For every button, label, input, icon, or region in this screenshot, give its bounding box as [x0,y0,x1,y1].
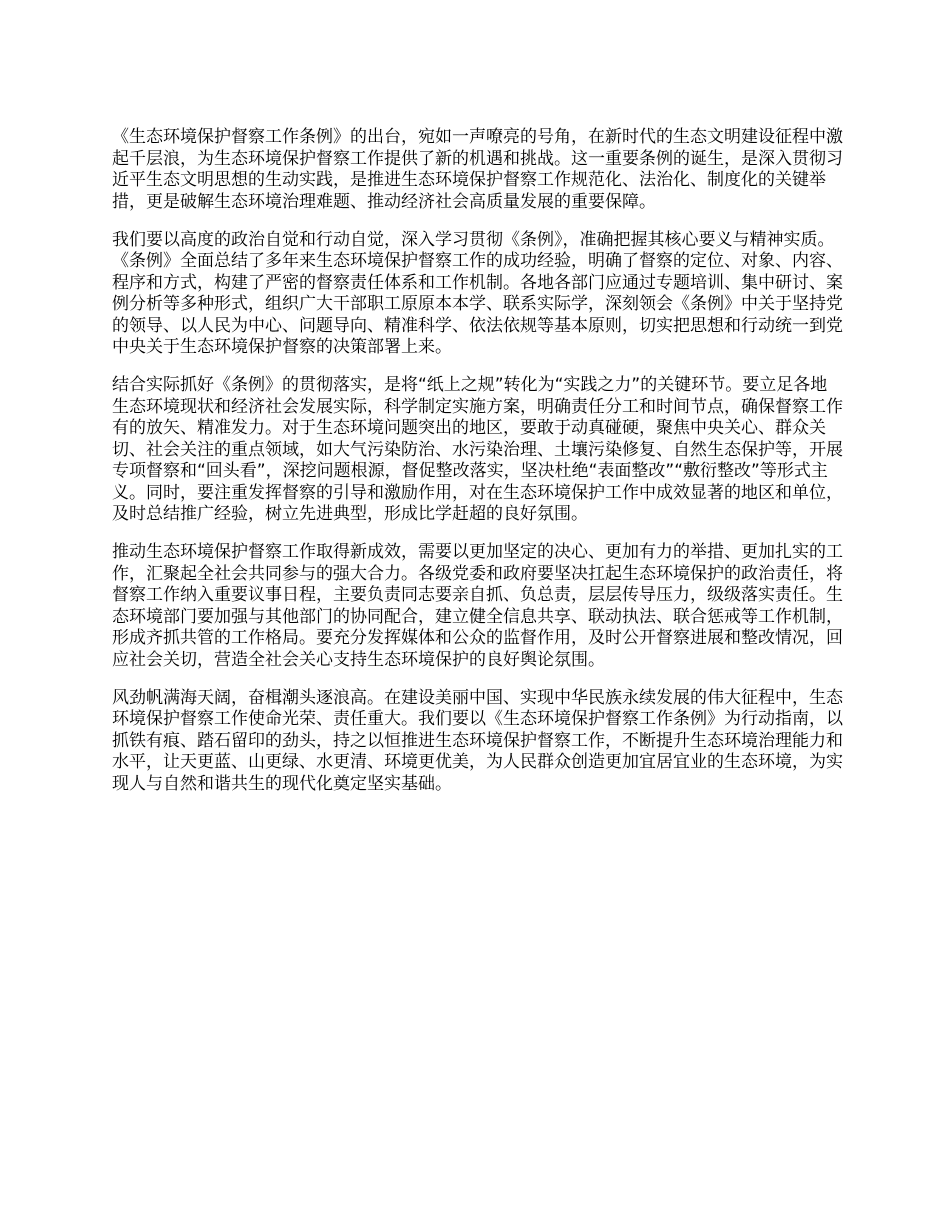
paragraph-3: 结合实际抓好《条例》的贯彻落实，是将“纸上之规”转化为“实践之力”的关键环节。要立足各地生态环境现状和经济社会发展实际，科学制定实施方案，明确责任分工和时间节点，确保督察工作有的放矢、精准发力。对于生态环境问题突出的地区，要敢于动真碰硬，聚焦中央关心、群众关切、社会关注的重点领域，如大气污染防治、水污染治理、土壤污染修复、自然生态保护等，开展专项督察和“回头看”，深挖问题根源，督促整改落实，坚决杜绝“表面整改”“敷衍整改”等形式主义。同时，要注重发挥督察的引导和激励作用，对在生态环境保护工作中成效显著的地区和单位，及时总结推广经验，树立先进典型，形成比学赶超的良好氛围。 [112,375,843,524]
paragraph-4: 推动生态环境保护督察工作取得新成效，需要以更加坚定的决心、更加有力的举措、更加扎实的工作，汇聚起全社会共同参与的强大合力。各级党委和政府要坚决扛起生态环境保护的政治责任，将督察工作纳入重要议事日程，主要负责同志要亲自抓、负总责，层层传导压力，级级落实责任。生态环境部门要加强与其他部门的协同配合，建立健全信息共享、联动执法、联合惩戒等工作机制，形成齐抓共管的工作格局。要充分发挥媒体和公众的监督作用，及时公开督察进展和整改情况，回应社会关切，营造全社会关心支持生态环境保护的良好舆论氛围。 [112,542,843,670]
paragraph-2: 我们要以高度的政治自觉和行动自觉，深入学习贯彻《条例》，准确把握其核心要义与精神实质。《条例》全面总结了多年来生态环境保护督察工作的成功经验，明确了督察的定位、对象、内容、程序和方式，构建了严密的督察责任体系和工作机制。各地各部门应通过专题培训、集中研讨、案例分析等多种形式，组织广大干部职工原原本本学、联系实际学，深刻领会《条例》中关于坚持党的领导、以人民为中心、问题导向、精准科学、依法依规等基本原则，切实把思想和行动统一到党中央关于生态环境保护督察的决策部署上来。 [112,229,843,357]
paragraph-5: 风劲帆满海天阔，奋楫潮头逐浪高。在建设美丽中国、实现中华民族永续发展的伟大征程中，生态环境保护督察工作使命光荣、责任重大。我们要以《生态环境保护督察工作条例》为行动指南，以抓铁有痕、踏石留印的劲头，持之以恒推进生态环境保护督察工作，不断提升生态环境治理能力和水平，让天更蓝、山更绿、水更清、环境更优美，为人民群众创造更加宜居宜业的生态环境，为实现人与自然和谐共生的现代化奠定坚实基础。 [112,687,843,794]
document-body [112,127,844,812]
paragraph-1: 《生态环境保护督察工作条例》的出台，宛如一声嘹亮的号角，在新时代的生态文明建设征程中激起千层浪，为生态环境保护督察工作提供了新的机遇和挑战。这一重要条例的诞生，是深入贯彻习近平生态文明思想的生动实践，是推进生态环境保护督察工作规范化、法治化、制度化的关键举措，更是破解生态环境治理难题、推动经济社会高质量发展的重要保障。 [112,127,843,212]
